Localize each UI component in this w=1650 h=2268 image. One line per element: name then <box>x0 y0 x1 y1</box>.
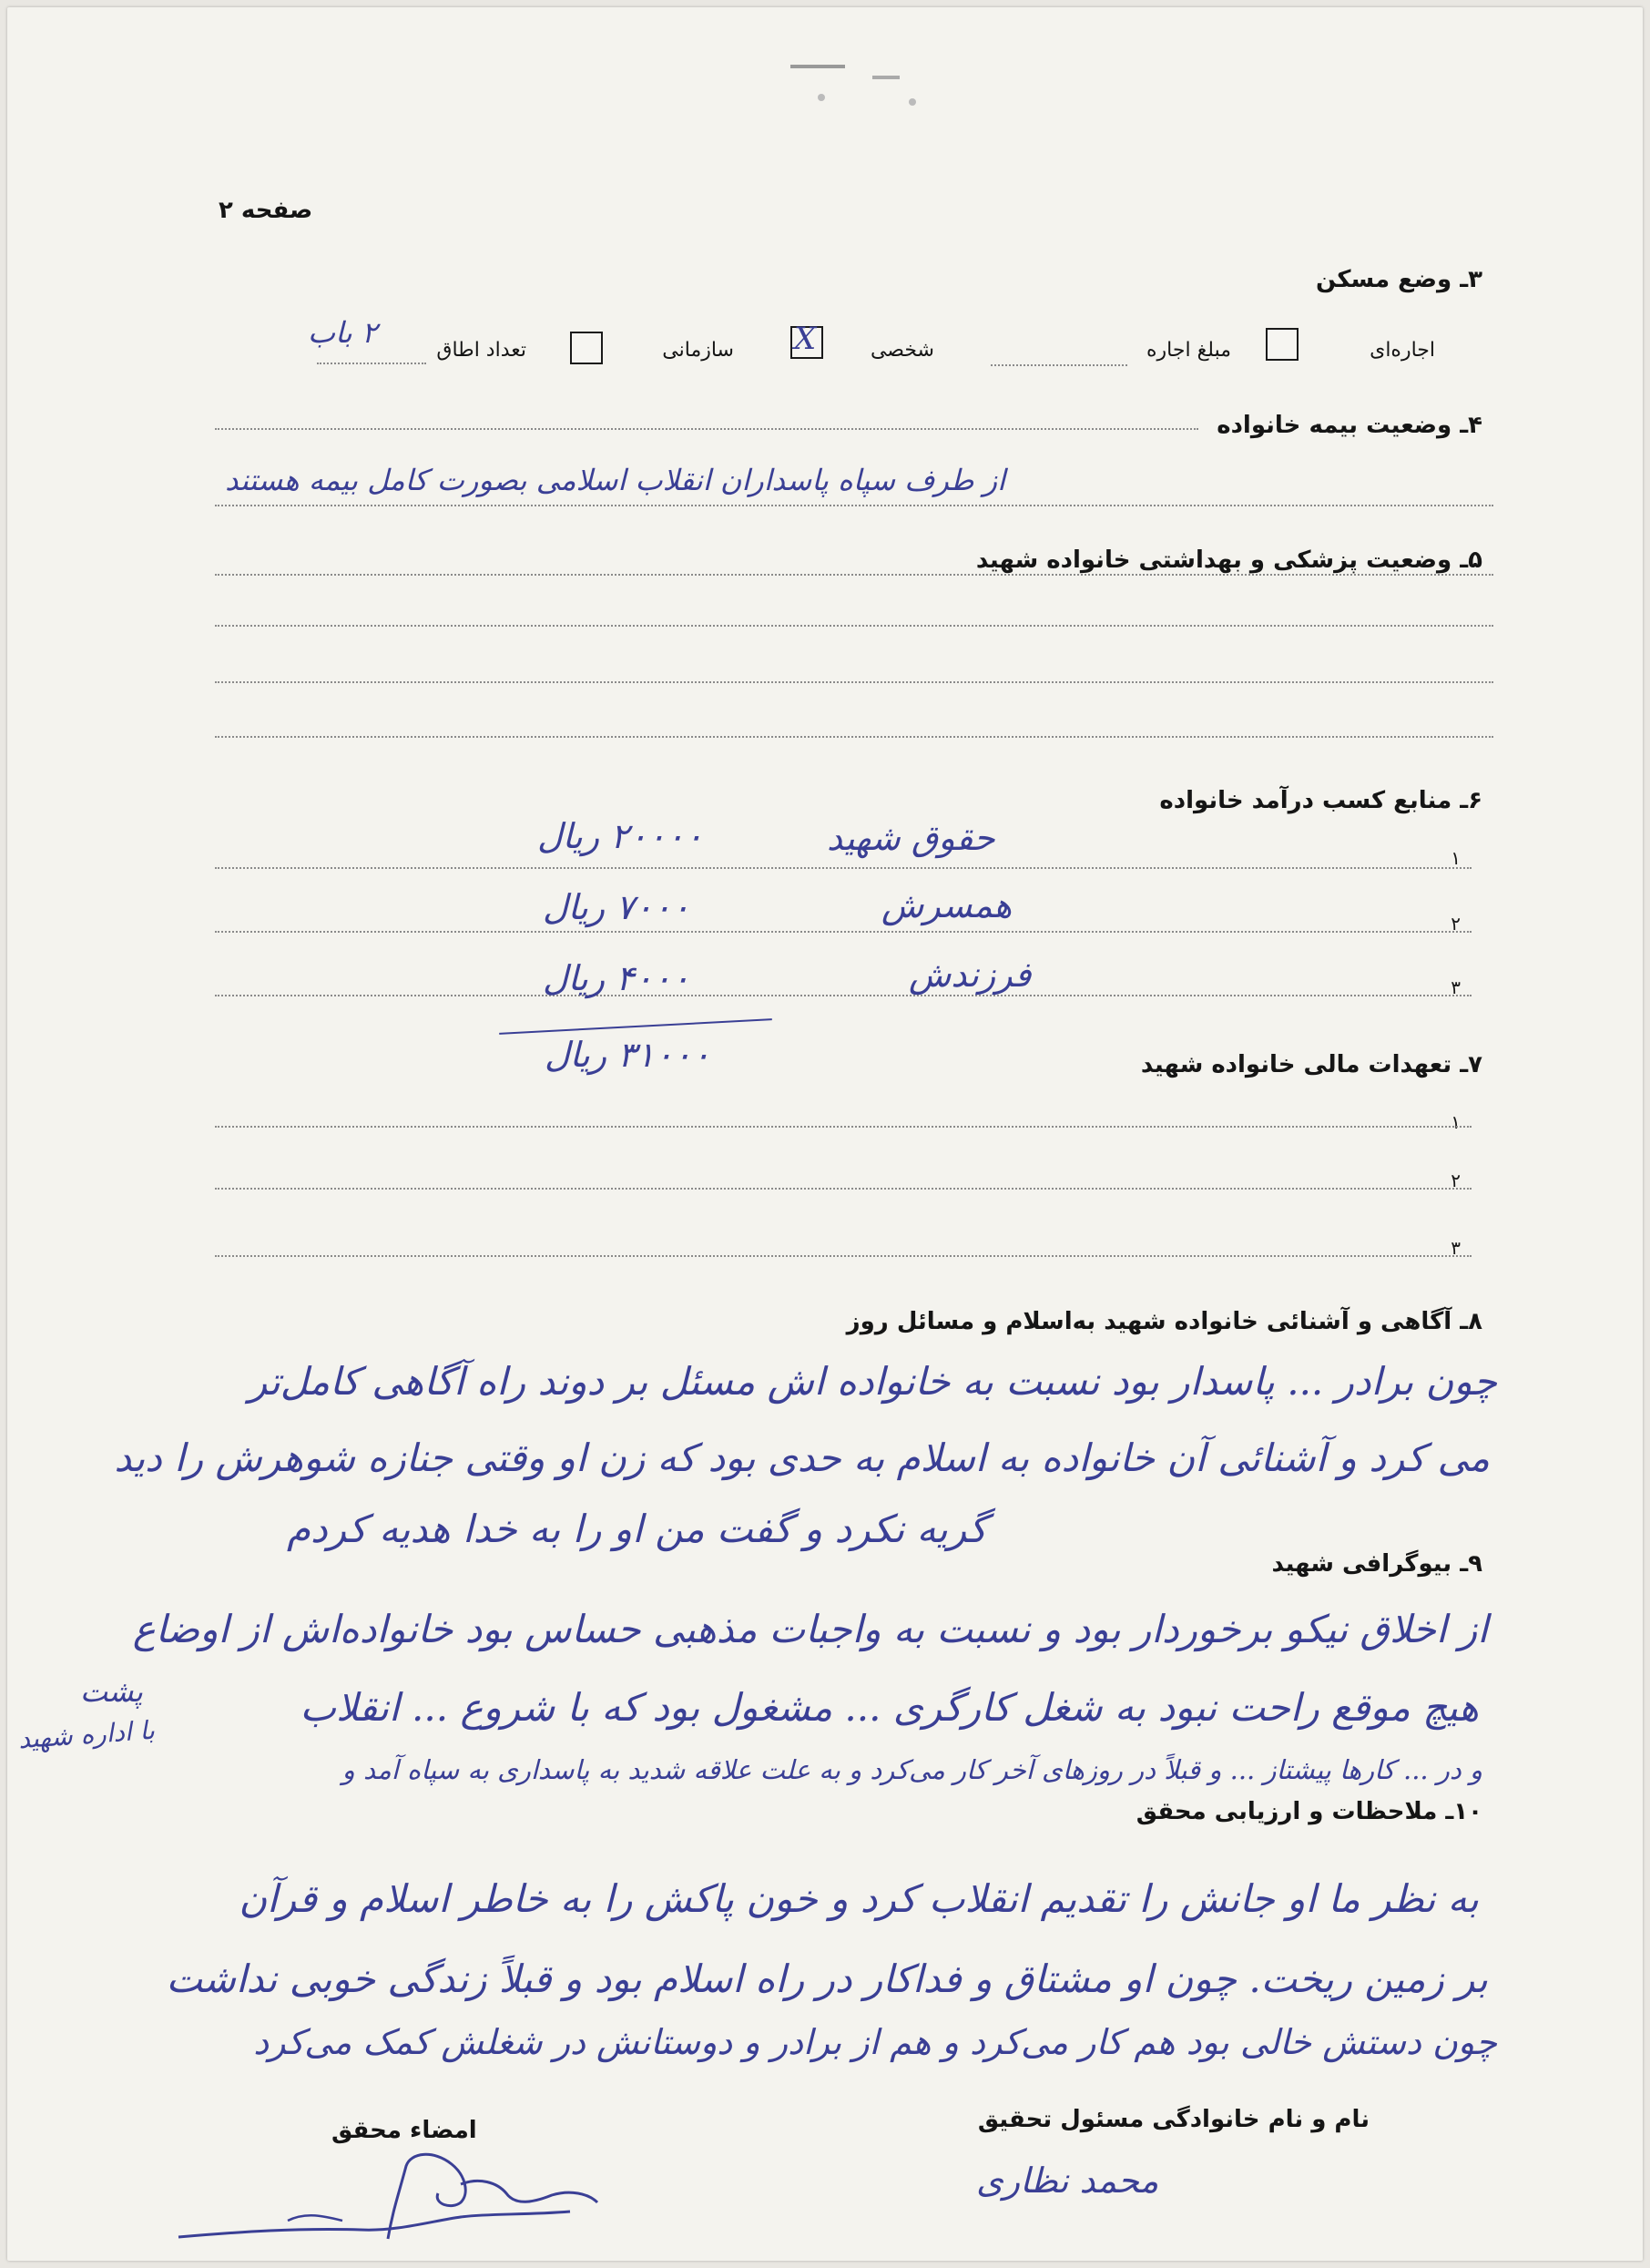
signature-label: امضاء محقق <box>331 2117 477 2144</box>
rent-amount-line <box>991 364 1127 366</box>
researcher-name-label: نام و نام خانوادگی مسئول تحقیق <box>977 2106 1370 2133</box>
section-10-title: ۱۰ـ ملاحظات و ارزیابی محقق <box>1136 1798 1482 1825</box>
rooms-count-value: ۲ باب <box>308 315 378 350</box>
organizational-checkbox[interactable] <box>570 332 603 364</box>
section-4-title: ۴ـ وضعیت بیمه خانواده <box>1217 412 1482 439</box>
section-3-title: ۳ـ وضع مسکن <box>1316 266 1482 293</box>
section-9-margin-note-1: پشت <box>80 1674 143 1709</box>
section-5-line-3 <box>215 681 1493 683</box>
section-6-title: ۶ـ منابع کسب درآمد خانواده <box>1159 787 1482 814</box>
section-8-line-1: چون برادر ... پاسدار بود نسبت به خانواده اش مسئل بر دوند راه آگاهی کامل‌تر <box>248 1359 1497 1404</box>
section-8-title: ۸ـ آگاهی و آشنائی خانواده شهید به‌اسلام و مسائل روز <box>846 1308 1482 1335</box>
income-row-1-amount: ۲۰۰۰۰ ریال <box>537 816 704 856</box>
income-row-1-source: حقوق شهید <box>827 818 995 858</box>
income-row-3-source: فرزندش <box>909 955 1032 995</box>
debt-row-1-num: ۱ <box>1451 1111 1461 1133</box>
rent-amount-label: مبلغ اجاره <box>1146 339 1231 362</box>
income-row-1-num: ۱ <box>1451 847 1461 869</box>
income-row-3-num: ۳ <box>1451 976 1461 998</box>
personal-checkbox[interactable] <box>790 321 823 359</box>
rent-checkbox[interactable] <box>1266 328 1299 361</box>
researcher-signature <box>160 2130 634 2257</box>
section-8-line-3: گریه نکرد و گفت من او را به خدا هدیه کردم <box>287 1507 987 1551</box>
section-5-title: ۵ـ وضعیت پزشکی و بهداشتی خانواده شهید <box>975 547 1482 574</box>
debt-row-2-line <box>215 1188 1472 1190</box>
income-row-3-line <box>215 995 1472 996</box>
section-10-line-1: به نظر ما او جانش را تقدیم انقلاب کرد و خون پاکش را به خاطر اسلام و قرآن <box>239 1876 1479 1921</box>
income-row-2-source: همسرش <box>881 885 1013 925</box>
income-row-1-line <box>215 867 1472 869</box>
income-total: ۳۱۰۰۰ ریال <box>545 1035 711 1075</box>
debt-row-2-num: ۲ <box>1451 1170 1461 1191</box>
researcher-name-value: محمد نظاری <box>976 2161 1159 2201</box>
income-row-2-num: ۲ <box>1451 913 1461 935</box>
income-total-rule <box>499 1018 772 1035</box>
organizational-label: سازمانی <box>662 339 734 362</box>
debt-row-3-num: ۳ <box>1451 1237 1461 1259</box>
section-4-answer: از طرف سپاه پاسداران انقلاب اسلامی بصورت کامل بیمه هستند <box>225 463 1005 497</box>
section-9-line-2: هیچ موقع راحت نبود به شغل کارگری ... مشغول بود که با شروع ... انقلاب <box>300 1685 1479 1730</box>
income-row-2-line <box>215 931 1472 933</box>
section-4-line-2 <box>215 505 1493 506</box>
section-9-line-1: از اخلاق نیکو برخوردار بود و نسبت به واجبات مذهبی حساس بود خانواده‌اش از اوضاع <box>132 1607 1488 1651</box>
top-faint-marks <box>781 57 945 112</box>
income-row-3-amount: ۴۰۰۰ ریال <box>543 958 690 998</box>
section-9-title: ۹ـ بیوگرافی شهید <box>1271 1550 1482 1578</box>
document-page <box>7 7 1643 2261</box>
section-8-line-2: می کرد و آشنائی آن خانواده به اسلام به حدی بود که زن او وقتی جنازه شوهرش را دید <box>114 1435 1490 1480</box>
page-number-label: صفحه ۲ <box>219 197 313 224</box>
section-9-margin-note-2: با اداره شهید <box>17 1714 156 1755</box>
personal-check-mark: X <box>794 321 817 357</box>
debt-row-1-line <box>215 1126 1472 1128</box>
section-10-line-3: چون دستش خالی بود هم کار می‌کرد و هم از برادر و دوستانش در شغلش کمک می‌کرد <box>253 2022 1497 2062</box>
section-5-line-2 <box>215 625 1493 627</box>
rooms-count-line <box>317 363 426 364</box>
section-10-line-2: بر زمین ریخت. چون او مشتاق و فداکار در راه اسلام بود و قبلاً زندگی خوبی نداشت <box>166 1956 1488 2001</box>
rooms-count-label: تعداد اطاق <box>436 339 526 362</box>
section-5-line-4 <box>215 736 1493 738</box>
debt-row-3-line <box>215 1255 1472 1257</box>
section-5-line-1 <box>215 574 1493 576</box>
section-7-title: ۷ـ تعهدات مالی خانواده شهید <box>1140 1051 1482 1078</box>
rent-label: اجاره‌ای <box>1370 339 1435 362</box>
section-9-line-3: و در ... کارها پیشتاز ... و قبلاً در روزهای آخر کار می‌کرد و به علت علاقه شدید به پاسداری به سپاه آمد و <box>341 1754 1482 1785</box>
personal-label: شخصی <box>870 339 934 362</box>
income-row-2-amount: ۷۰۰۰ ریال <box>543 887 690 927</box>
section-4-line-top <box>215 428 1198 430</box>
